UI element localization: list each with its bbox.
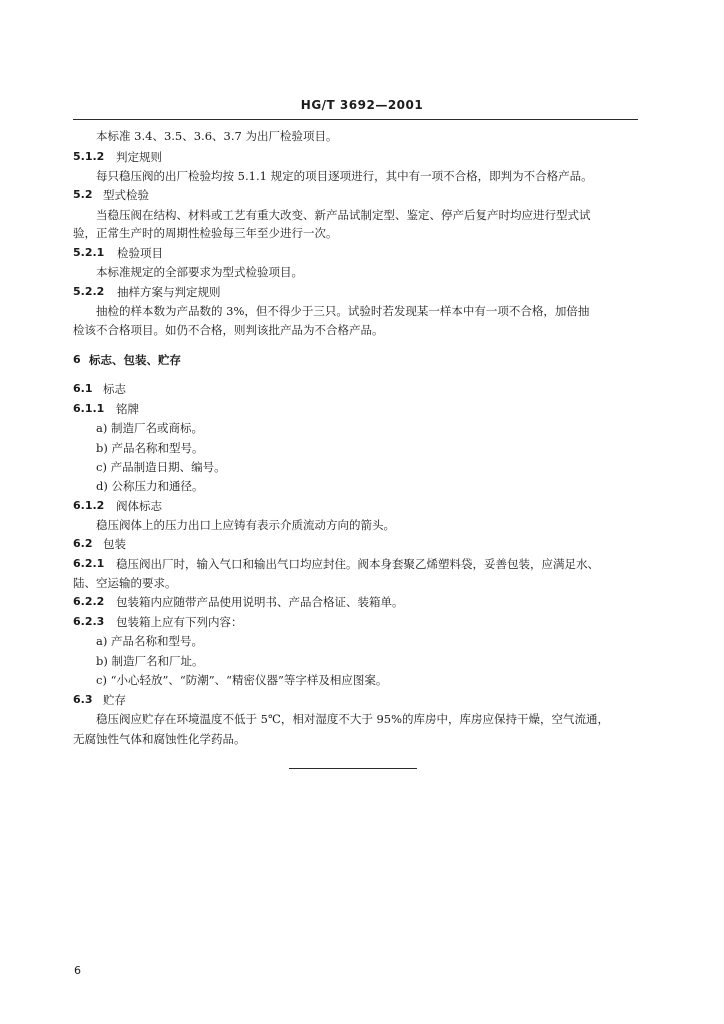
section-number: 6.1.1 [73,402,105,415]
standard-code-header: HG/T 3692—2001 [300,98,424,112]
section-title: 检验项目 [117,246,163,260]
section-number: 6.2.1 [73,557,105,570]
section-number: 5.2 [73,188,93,201]
body-line: 无腐蚀性气体和腐蚀性化学药品。 [73,732,246,746]
section-title: 贮存 [103,693,126,707]
section-text: 稳压阀出厂时，输入气口和输出气口均应封住。阀本身套聚乙烯塑料袋，妥善包装，应满足水、 [116,557,599,571]
list-item: b) 产品名称和型号。 [96,441,204,455]
end-rule [289,768,417,769]
list-item: c) 产品制造日期、编号。 [96,460,226,474]
list-item: d) 公称压力和通径。 [96,479,204,493]
list-item: a) 制造厂名或商标。 [96,421,203,435]
body-line: 本标准 3.4、3.5、3.6、3.7 为出厂检验项目。 [96,129,338,143]
chapter-number: 6 [73,353,81,366]
section-text: 包装箱上应有下列内容： [116,615,243,629]
section-title: 包装 [103,537,126,551]
body-line: 检该不合格项目。如仍不合格，则判该批产品为不合格产品。 [73,323,384,337]
section-text: 包装箱内应随带产品使用说明书、产品合格证、装箱单。 [116,595,404,609]
section-title: 判定规则 [116,150,162,164]
body-line: 稳压阀体上的压力出口上应铸有表示介质流动方向的箭头。 [96,518,395,532]
list-item: b) 制造厂名和厂址。 [96,654,204,668]
chapter-title: 标志、包装、贮存 [89,353,181,367]
header-rule [73,119,638,120]
section-number: 6.2 [73,537,93,550]
body-line: 本标准规定的全部要求为型式检验项目。 [96,265,303,279]
section-number: 5.1.2 [73,150,105,163]
section-title: 抽样方案与判定规则 [117,285,221,299]
section-title: 阀体标志 [116,499,162,513]
body-line: 每只稳压阀的出厂检验均按 5.1.1 规定的项目逐项进行，其中有一项不合格，即判为不合格产品。 [96,169,593,183]
section-number: 5.2.2 [73,285,105,298]
section-title: 型式检验 [103,188,149,202]
body-line: 稳压阀应贮存在环境温度不低于 5℃，相对湿度不大于 95%的库房中，库房应保持干燥，空气流通， [96,712,610,726]
section-title: 标志 [103,382,126,396]
body-line: 陆、空运输的要求。 [73,576,177,590]
section-number: 6.1.2 [73,499,105,512]
body-line: 当稳压阀在结构、材料或工艺有重大改变、新产品试制定型、鉴定、停产后复产时均应进行型式试 [96,208,591,222]
body-line: 验，正常生产时的周期性检验每三年至少进行一次。 [73,226,338,240]
section-title: 铭牌 [116,402,139,416]
section-number: 5.2.1 [73,246,105,259]
section-number: 6.2.3 [73,615,105,628]
body-line: 抽检的样本数为产品数的 3%，但不得少于三只。试验时若发现某一样本中有一项不合格，加倍抽 [96,304,590,318]
section-number: 6.3 [73,693,93,706]
list-item: c) “小心轻放”、“防潮”、“精密仪器”等字样及相应图案。 [96,673,388,687]
section-number: 6.2.2 [73,595,105,608]
page-number: 6 [74,964,81,977]
section-number: 6.1 [73,382,93,395]
list-item: a) 产品名称和型号。 [96,634,203,648]
